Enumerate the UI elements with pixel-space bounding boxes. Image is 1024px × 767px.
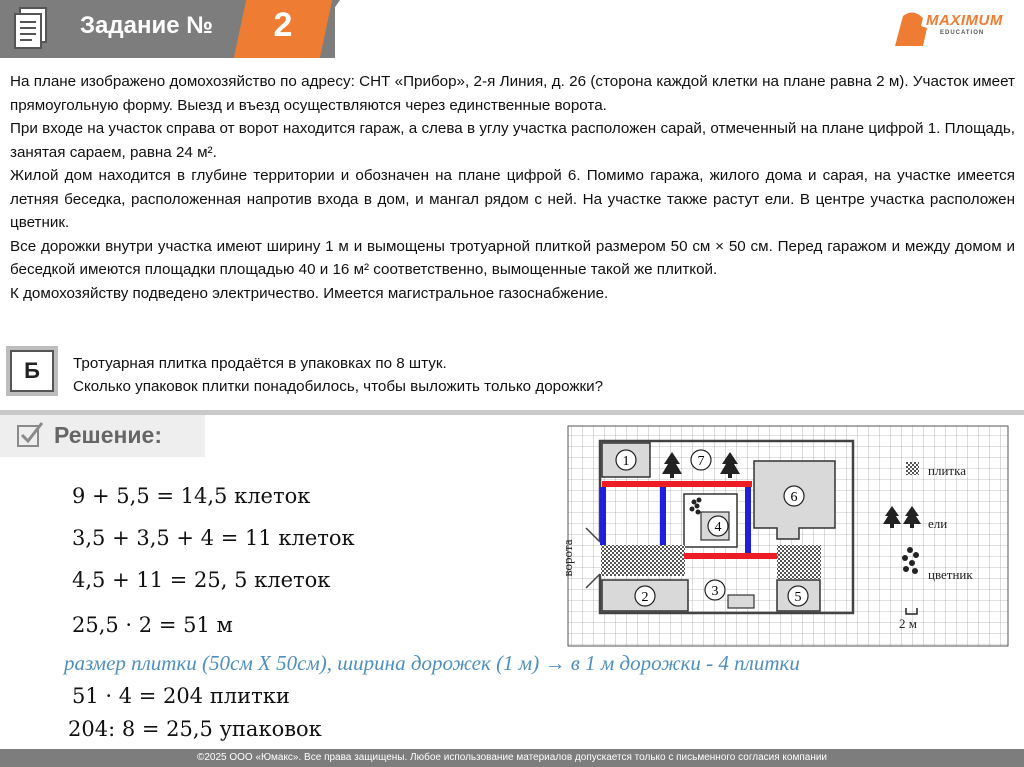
task-paragraph: Все дорожки внутри участка имеют ширину 1 м и вымощены тротуарной плиткой размером 50 см × 50 см. Перед гаражом и между домом и беседкой имеются площадки площадью 40 и 16 м² соответственно, вымощенные такой же плиткой. [10, 237, 1015, 278]
equation-4: 25,5 · 2 = 51 м [72, 613, 233, 637]
question-line-2: Сколько упаковок плитки понадобилось, чтобы выложить только дорожки? [73, 378, 604, 395]
plan-marker-7 [691, 450, 711, 470]
plan-marker-3 [705, 580, 725, 600]
legend-trees-label: ели [928, 516, 948, 531]
solution-note: размер плитки (50см Х 50см), ширина дорожек (1 м) → в 1 м дорожки - 4 плитки [64, 651, 800, 675]
equation-6: 204: 8 = 25,5 упаковок [68, 717, 322, 741]
svg-text:6: 6 [790, 490, 798, 505]
legend-tile-label: плитка [928, 463, 966, 478]
equation-3: 4,5 + 11 = 25, 5 клеток [72, 568, 331, 592]
task-number: 2 [273, 6, 293, 44]
paved-area-house [777, 545, 821, 579]
plan-marker-5 [788, 586, 808, 606]
bbq-grill [728, 595, 754, 608]
plan-marker-4 [708, 516, 728, 536]
site-plan [560, 424, 1018, 648]
paved-area-garage [601, 545, 685, 576]
question-line-1: Тротуарная плитка продаётся в упаковках по 8 штук. [73, 355, 447, 372]
path-blue-left [600, 487, 606, 545]
path-red-top [602, 481, 752, 487]
svg-text:7: 7 [697, 454, 705, 469]
checkbox-check-icon [16, 420, 44, 448]
question-badge: Б [10, 350, 54, 392]
footer-copyright: ©2025 ООО «Юмакс». Все права защищены. Любое использование материалов допускается только с письменного согласия компании [0, 749, 1024, 767]
plan-marker-6 [784, 486, 804, 506]
path-blue-right [745, 487, 751, 553]
plan-marker-2 [635, 586, 655, 606]
gate-label: ворота [560, 539, 575, 577]
equation-5: 51 · 4 = 204 плитки [72, 684, 290, 708]
legend-flowerbed-label: цветник [928, 567, 973, 582]
path-red-middle [684, 553, 777, 559]
equation-1: 9 + 5,5 = 14,5 клеток [72, 484, 311, 508]
svg-text:3: 3 [711, 584, 719, 599]
equation-2: 3,5 + 3,5 + 4 = 11 клеток [72, 526, 355, 550]
document-icon [12, 6, 54, 52]
solution-title: Решение: [54, 422, 163, 448]
plan-marker-1 [616, 450, 636, 470]
task-text [10, 70, 1015, 305]
task-title: Задание № [80, 12, 213, 39]
svg-text:1: 1 [622, 454, 630, 469]
task-paragraph: К домохозяйству подведено электричество. Имеется магистральное газоснабжение. [10, 284, 609, 302]
task-paragraph: Жилой дом находится в глубине территории и обозначен на плане цифрой 6. Помимо гаража, жилого дома и сарая, на участке имеется летняя беседка, расположенная напротив входа в дом, и мангал рядом с ней. На участке также растут ели. В центре участка расположен цветник. [10, 167, 1015, 231]
task-paragraph: На плане изображено домохозяйство по адресу: СНТ «Прибор», 2-я Линия, д. 26 (сторона каждой клетки на плане равна 2 м). Участок имеет прямоугольную форму. Выезд и въезд осуществляются через единственные ворота. [10, 73, 1015, 114]
slide-header [0, 0, 1024, 62]
question-text [73, 352, 603, 398]
scale-label: 2 м [899, 616, 917, 631]
svg-text:5: 5 [794, 590, 802, 605]
svg-text:2: 2 [641, 590, 649, 605]
svg-text:4: 4 [714, 520, 722, 535]
legend-tile-icon [906, 462, 919, 475]
logo-text: MAXIMUM [926, 12, 1003, 29]
task-paragraph: При входе на участок справа от ворот находится гараж, а слева в углу участка расположен сарай, отмеченный на плане цифрой 1. Площадь, занятая сараем, равна 24 м². [10, 120, 1015, 161]
logo-subtext: EDUCATION [940, 30, 985, 36]
path-blue-center [660, 487, 666, 545]
